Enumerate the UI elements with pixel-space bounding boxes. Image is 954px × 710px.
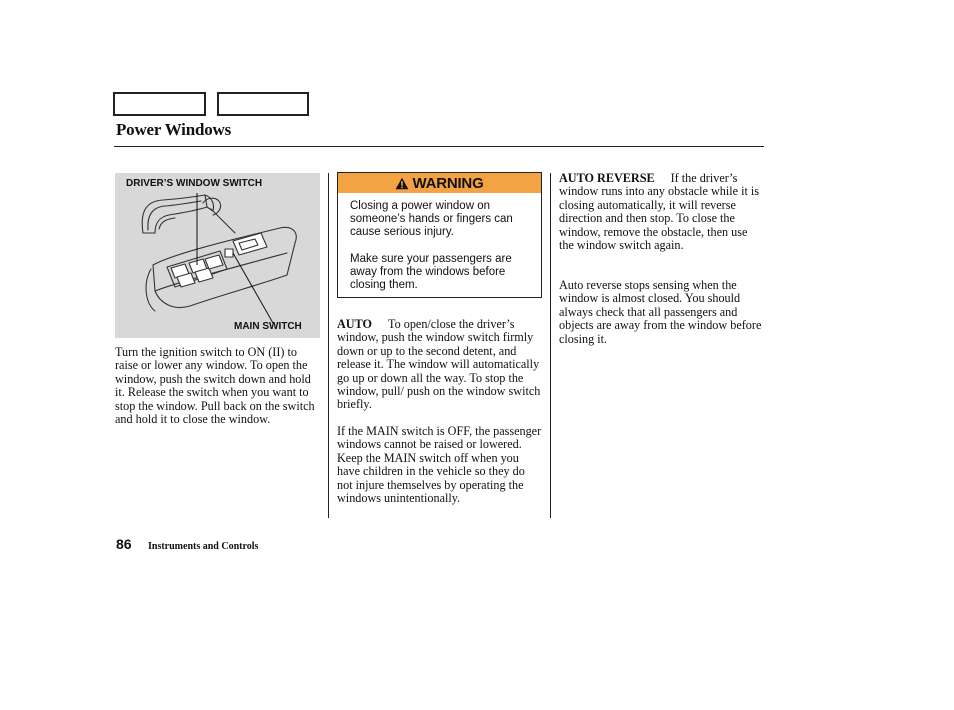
column-divider-left — [328, 173, 329, 518]
auto-reverse-heading: AUTO REVERSE — [559, 171, 655, 185]
main-switch-paragraph: If the MAIN switch is OFF, the passenger windows cannot be raised or lowered. Keep the MAIN switch off when you have children in the vehicle so they do not injure themselves by operating the windows unintentionally. — [337, 424, 542, 506]
driver-window-switch-label: DRIVER’S WINDOW SWITCH — [126, 178, 263, 189]
page-title: Power Windows — [116, 120, 232, 139]
warning-title: WARNING — [412, 174, 484, 192]
warning-box — [337, 172, 542, 298]
index-button[interactable] — [217, 92, 309, 116]
auto-heading: AUTO — [337, 317, 372, 331]
warning-text-passengers: Make sure your passengers are away from the windows before closing them. — [350, 252, 512, 292]
page-number: 86 — [116, 536, 132, 552]
main-switch-label: MAIN SWITCH — [234, 321, 302, 332]
section-name: Instruments and Controls — [148, 541, 259, 552]
auto-paragraph — [337, 318, 542, 412]
auto-reverse-paragraph — [559, 172, 764, 252]
warning-header — [338, 173, 541, 193]
warning-text-injury: Closing a power window on someone’s hands or fingers can cause serious injury. — [350, 200, 513, 239]
door-panel-drawing — [115, 173, 320, 338]
ignition-instructions: Turn the ignition switch to ON (II) to raise or lower any window. To open the window, push the switch down and hold it. Release the switch when you want to stop the window. Pull back on the switch and hold it to close the window. — [115, 345, 315, 427]
title-divider — [114, 146, 764, 147]
window-switch-illustration — [115, 173, 320, 338]
main-menu-button[interactable] — [113, 92, 206, 116]
warning-triangle-icon — [395, 177, 409, 190]
auto-reverse-limit-paragraph: Auto reverse stops sensing when the window is almost closed. You should always check that all passengers and objects are away from the window before closing it. — [559, 278, 762, 346]
auto-reverse-text: If the driver’s window runs into any obstacle while it is closing automatically, it will reverse direction and then stop. To close the window, remove the obstacle, then use the window switch again. — [559, 171, 760, 253]
auto-text: To open/close the driver’s window, push the window switch firmly down or up to the second detent, and release it. The window will automatically go up or down all the way. To stop the window, pull/ push on the window switch briefly. — [337, 317, 541, 412]
column-divider-right — [550, 173, 551, 518]
